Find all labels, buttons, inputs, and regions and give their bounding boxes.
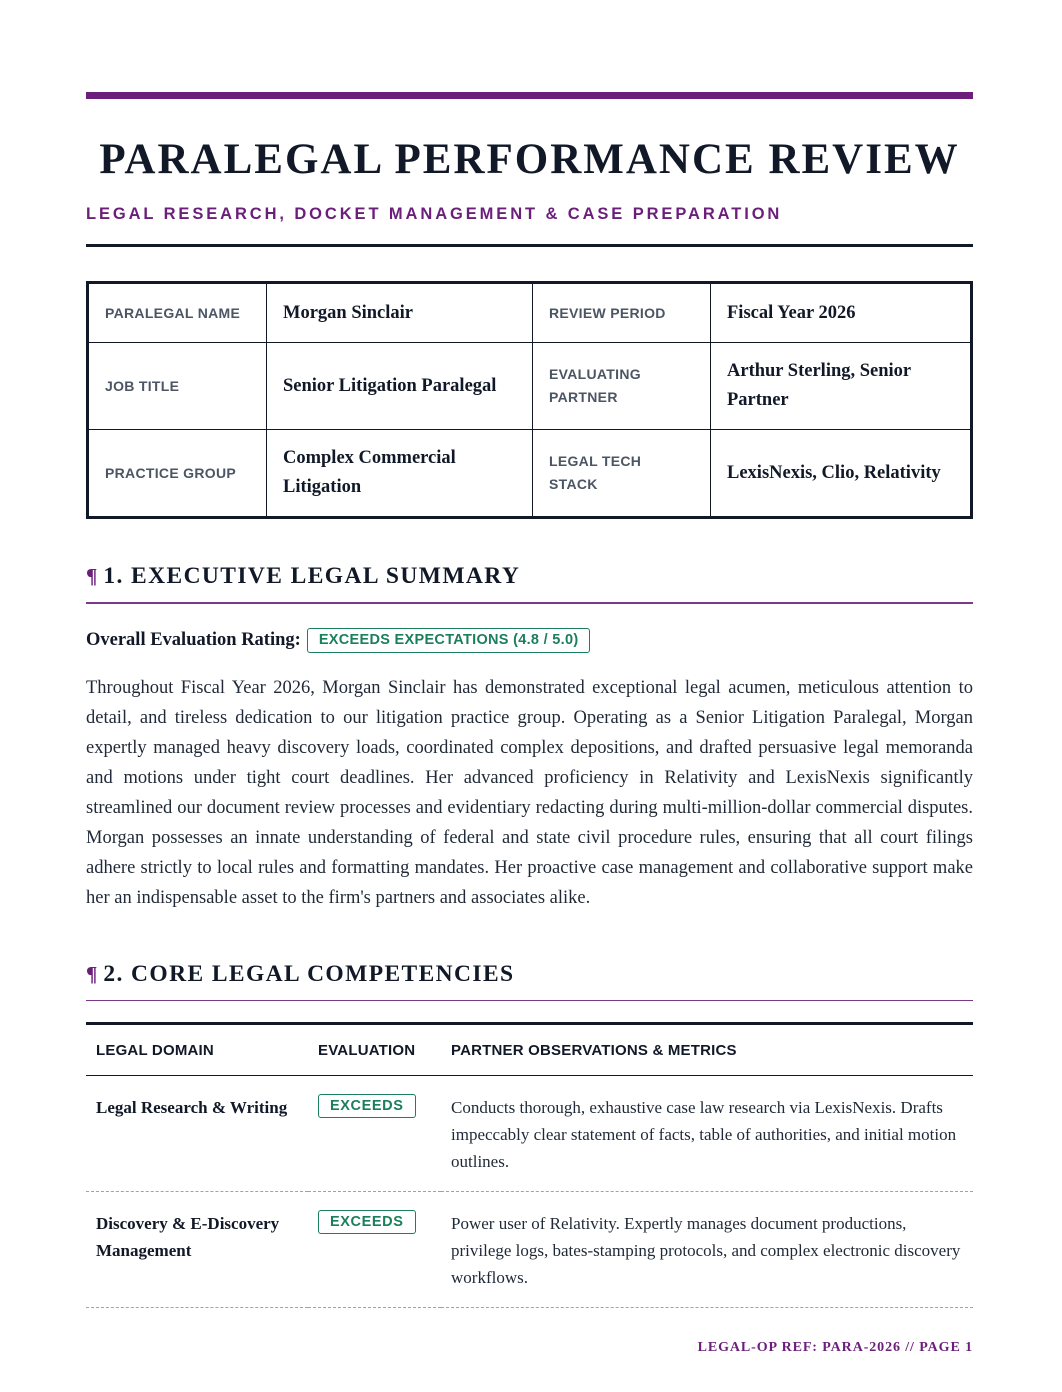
job-title-value: Senior Litigation Paralegal — [267, 343, 533, 430]
observation-cell: Conducts thorough, exhaustive case law research via LexisNexis. Drafts impeccably clear statement of facts, table of authorities, and initial motion outlines. — [441, 1076, 973, 1192]
competencies-table — [86, 1022, 973, 1308]
table-row — [86, 1192, 973, 1308]
legal-tech-stack-label: LEGAL TECH STACK — [533, 430, 711, 518]
section-2-divider — [86, 1000, 973, 1002]
review-page — [86, 92, 973, 1308]
table-row — [86, 1076, 973, 1192]
legal-tech-stack-value: LexisNexis, Clio, Relativity — [711, 430, 972, 518]
paralegal-name-value: Morgan Sinclair — [267, 283, 533, 343]
section-1-divider — [86, 602, 973, 604]
page-footer-reference: LEGAL-OP REF: PARA-2026 // PAGE 1 — [697, 1340, 973, 1355]
title-divider — [86, 244, 973, 247]
overall-rating — [86, 628, 973, 653]
info-row — [88, 430, 972, 518]
rating-label: Overall Evaluation Rating: — [86, 629, 301, 650]
domain-cell: Legal Research & Writing — [86, 1076, 308, 1192]
review-period-label: REVIEW PERIOD — [533, 283, 711, 343]
evaluation-cell — [308, 1076, 441, 1192]
evaluating-partner-value: Arthur Sterling, Senior Partner — [711, 343, 972, 430]
top-accent-rule — [86, 92, 973, 99]
column-header-domain: LEGAL DOMAIN — [86, 1024, 308, 1076]
evaluating-partner-label: EVALUATING PARTNER — [533, 343, 711, 430]
column-header-evaluation: EVALUATION — [308, 1024, 441, 1076]
section-2-title: 2. CORE LEGAL COMPETENCIES — [103, 960, 515, 987]
section-2-heading — [86, 961, 973, 988]
info-row — [88, 283, 972, 343]
practice-group-value: Complex Commercial Litigation — [267, 430, 533, 518]
practice-group-label: PRACTICE GROUP — [88, 430, 267, 518]
pilcrow-icon: ¶ — [86, 961, 98, 986]
job-title-label: JOB TITLE — [88, 343, 267, 430]
rating-badge: EXCEEDS EXPECTATIONS (4.8 / 5.0) — [307, 628, 591, 653]
section-1-heading — [86, 563, 973, 590]
document-subtitle: LEGAL RESEARCH, DOCKET MANAGEMENT & CASE PREPARATION — [86, 205, 783, 223]
section-1-title: 1. EXECUTIVE LEGAL SUMMARY — [103, 563, 521, 589]
evaluation-badge: EXCEEDS — [318, 1210, 416, 1234]
info-row — [88, 343, 972, 430]
paralegal-name-label: PARALEGAL NAME — [88, 283, 267, 343]
evaluation-badge: EXCEEDS — [318, 1094, 416, 1118]
domain-cell: Discovery & E-Discovery Management — [86, 1192, 308, 1308]
column-header-observations: PARTNER OBSERVATIONS & METRICS — [441, 1024, 973, 1076]
pilcrow-icon: ¶ — [86, 564, 98, 588]
executive-summary-text: Throughout Fiscal Year 2026, Morgan Sinclair has demonstrated exceptional legal acumen, meticulous attention to detail, and tireless dedication to our litigation practice group. Operating as a Senior Litigation Paralegal, Morgan expertly managed heavy discovery loads, coordinated complex depositions, and drafted persuasive legal memoranda and motions under tight court deadlines. Her advanced proficiency in Relativity and LexisNexis significantly streamlined our document review processes and evidentiary redacting during multi-million-dollar commercial disputes. Morgan possesses an innate understanding of federal and state civil procedure rules, ensuring that all court filings adhere strictly to local rules and formatting mandates. Her proactive case management and collaborative support make her an indispensable asset to the firm's partners and associates alike. — [86, 677, 973, 908]
employee-info-table — [86, 281, 973, 519]
table-header-row — [86, 1024, 973, 1076]
review-period-value: Fiscal Year 2026 — [711, 283, 972, 343]
observation-cell: Power user of Relativity. Expertly manages document productions, privilege logs, bates-stamping protocols, and complex electronic discovery workflows. — [441, 1192, 973, 1308]
evaluation-cell — [308, 1192, 441, 1308]
document-title: PARALEGAL PERFORMANCE REVIEW — [99, 136, 960, 183]
